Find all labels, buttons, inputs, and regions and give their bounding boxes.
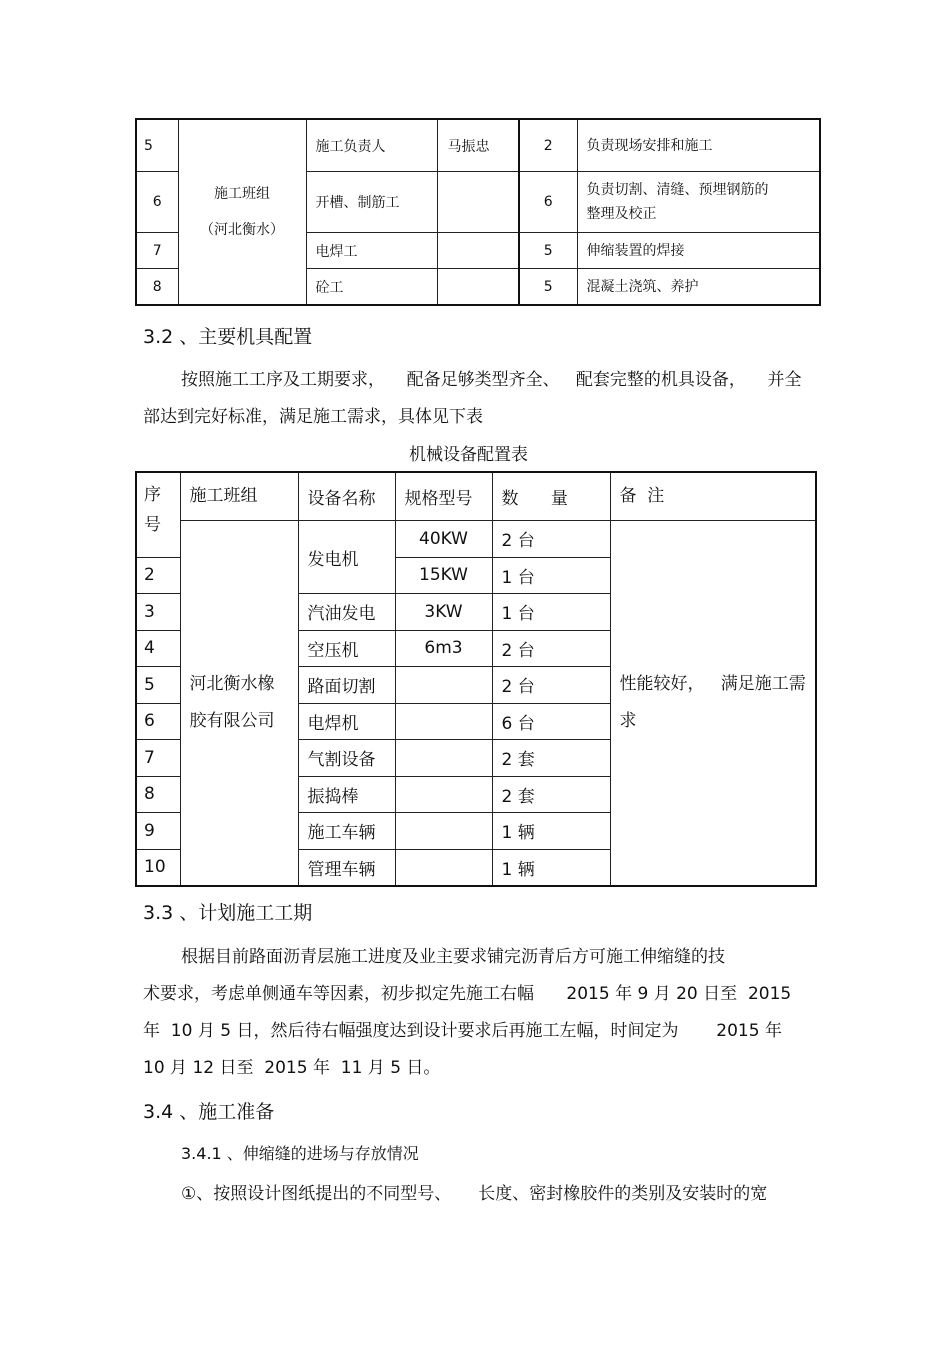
- header-group: 施工班组: [180, 472, 298, 521]
- role-cell: 开槽、制筋工: [306, 172, 437, 233]
- seq-cell: 2: [136, 557, 180, 594]
- seq-cell: 3: [136, 594, 180, 631]
- equipment-cell: 施工车辆: [298, 813, 395, 850]
- seq-cell: 5: [136, 667, 180, 704]
- header-qty: 数 量: [492, 472, 610, 521]
- equipment-table-caption: 机械设备配置表: [409, 445, 528, 465]
- section-3-3-line3: 年 10 月 5 日，然后待右幅强度达到设计要求后再施工左幅，时间定为 2015 年: [143, 1021, 782, 1041]
- spec-cell: [395, 667, 492, 704]
- header-seq-line1: 序: [144, 485, 161, 505]
- spec-cell: [395, 740, 492, 777]
- seq-cell: 10: [136, 849, 180, 886]
- duty-line2: 整理及校正: [586, 206, 657, 222]
- spec-cell: [395, 849, 492, 886]
- role-cell: 电焊工: [306, 233, 437, 269]
- equipment-cell: 空压机: [298, 630, 395, 667]
- qty-cell: 1 辆: [492, 849, 610, 886]
- group-label-line2: （河北衡水）: [200, 222, 284, 238]
- section-3-4-1-heading: 3.4.1 、伸缩缝的进场与存放情况: [181, 1144, 419, 1163]
- seq-cell: 6: [136, 703, 180, 740]
- duty-cell: [577, 233, 820, 269]
- duty-line1: 负责现场安排和施工: [586, 137, 713, 154]
- equipment-cell: 振捣棒: [298, 776, 395, 813]
- row-number: 6: [136, 172, 178, 233]
- count-cell: 2: [519, 119, 577, 172]
- role-cell: 砼工: [306, 269, 437, 306]
- qty-cell: 1 台: [492, 557, 610, 594]
- spec-cell: 15KW: [395, 557, 492, 594]
- qty-cell: 1 台: [492, 594, 610, 631]
- equipment-cell: 电焊机: [298, 703, 395, 740]
- header-equipment: 设备名称: [298, 472, 395, 521]
- qty-cell: 2 台: [492, 667, 610, 704]
- name-cell: [437, 269, 519, 306]
- note-line1: 性能较好， 满足施工需: [619, 674, 806, 694]
- qty-cell: 6 台: [492, 703, 610, 740]
- group-cell: [178, 119, 306, 305]
- equipment-cell: 气割设备: [298, 740, 395, 777]
- duty-line1: 伸缩装置的焊接: [586, 242, 685, 259]
- count-cell: 6: [519, 172, 577, 233]
- seq-cell: 7: [136, 740, 180, 777]
- seq-cell: 4: [136, 630, 180, 667]
- header-seq-line2: 号: [144, 515, 161, 535]
- spec-cell: 40KW: [395, 521, 492, 558]
- section-3-2-heading: 3.2 、主要机具配置: [143, 326, 313, 348]
- spec-cell: 3KW: [395, 594, 492, 631]
- duty-line1: 负责切割、清缝、预埋钢筋的: [586, 182, 769, 198]
- section-3-3-line4: 10 月 12 日至 2015 年 11 月 5 日。: [143, 1058, 441, 1078]
- section-3-3-line2: 术要求，考虑单侧通车等因素，初步拟定先施工右幅 2015 年 9 月 20 日至 2015: [143, 984, 792, 1004]
- name-cell: 马振忠: [437, 119, 519, 172]
- section-3-4-heading: 3.4 、施工准备: [143, 1101, 275, 1123]
- section-3-4-line1: ①、按照设计图纸提出的不同型号、 长度、密封橡胶件的类别及安装时的宽: [181, 1184, 768, 1204]
- section-3-2-para-line1: 按照施工工序及工期要求， 配备足够类型齐全、 配套完整的机具设备， 并全: [181, 370, 802, 390]
- name-cell: [437, 233, 519, 269]
- header-note: 备 注: [610, 472, 816, 521]
- role-cell: 施工负责人: [306, 119, 437, 172]
- staff-table: [135, 118, 821, 306]
- duty-line1: 混凝土浇筑、养护: [586, 278, 699, 295]
- duty-cell: [577, 172, 820, 233]
- spec-cell: 6m3: [395, 630, 492, 667]
- section-3-2-para-line2: 部达到完好标准，满足施工需求，具体见下表: [143, 407, 483, 427]
- group-line2: 胶有限公司: [189, 711, 275, 731]
- table-row: [136, 119, 820, 172]
- qty-cell: 2 套: [492, 740, 610, 777]
- spec-cell: [395, 813, 492, 850]
- equipment-cell: 汽油发电: [298, 594, 395, 631]
- row-number: 5: [136, 119, 178, 172]
- row-number: 7: [136, 233, 178, 269]
- count-cell: 5: [519, 269, 577, 306]
- section-3-3-line1: 根据目前路面沥青层施工进度及业主要求铺完沥青后方可施工伸缩缝的技: [181, 947, 725, 967]
- spec-cell: [395, 703, 492, 740]
- section-3-3-heading: 3.3 、计划施工工期: [143, 902, 313, 924]
- qty-cell: 2 套: [492, 776, 610, 813]
- header-spec: 规格型号: [395, 472, 492, 521]
- duty-cell: [577, 119, 820, 172]
- spec-cell: [395, 776, 492, 813]
- equipment-cell: 路面切割: [298, 667, 395, 704]
- note-line2: 求: [619, 711, 637, 731]
- table-header-row: [136, 472, 816, 521]
- qty-cell: 2 台: [492, 630, 610, 667]
- equipment-cell: 发电机: [298, 521, 395, 594]
- header-seq: [136, 472, 180, 557]
- seq-cell: 9: [136, 813, 180, 850]
- count-cell: 5: [519, 233, 577, 269]
- group-label-line1: 施工班组: [214, 186, 270, 202]
- note-cell: [610, 521, 816, 887]
- qty-cell: 1 辆: [492, 813, 610, 850]
- group-line1: 河北衡水橡: [189, 674, 275, 694]
- group-cell: [180, 521, 298, 887]
- row-number: 8: [136, 269, 178, 306]
- table-row: [136, 521, 816, 558]
- seq-cell: 8: [136, 776, 180, 813]
- qty-cell: 2 台: [492, 521, 610, 558]
- name-cell: [437, 172, 519, 233]
- duty-cell: [577, 269, 820, 306]
- equipment-cell: 管理车辆: [298, 849, 395, 886]
- equipment-table: [135, 471, 817, 887]
